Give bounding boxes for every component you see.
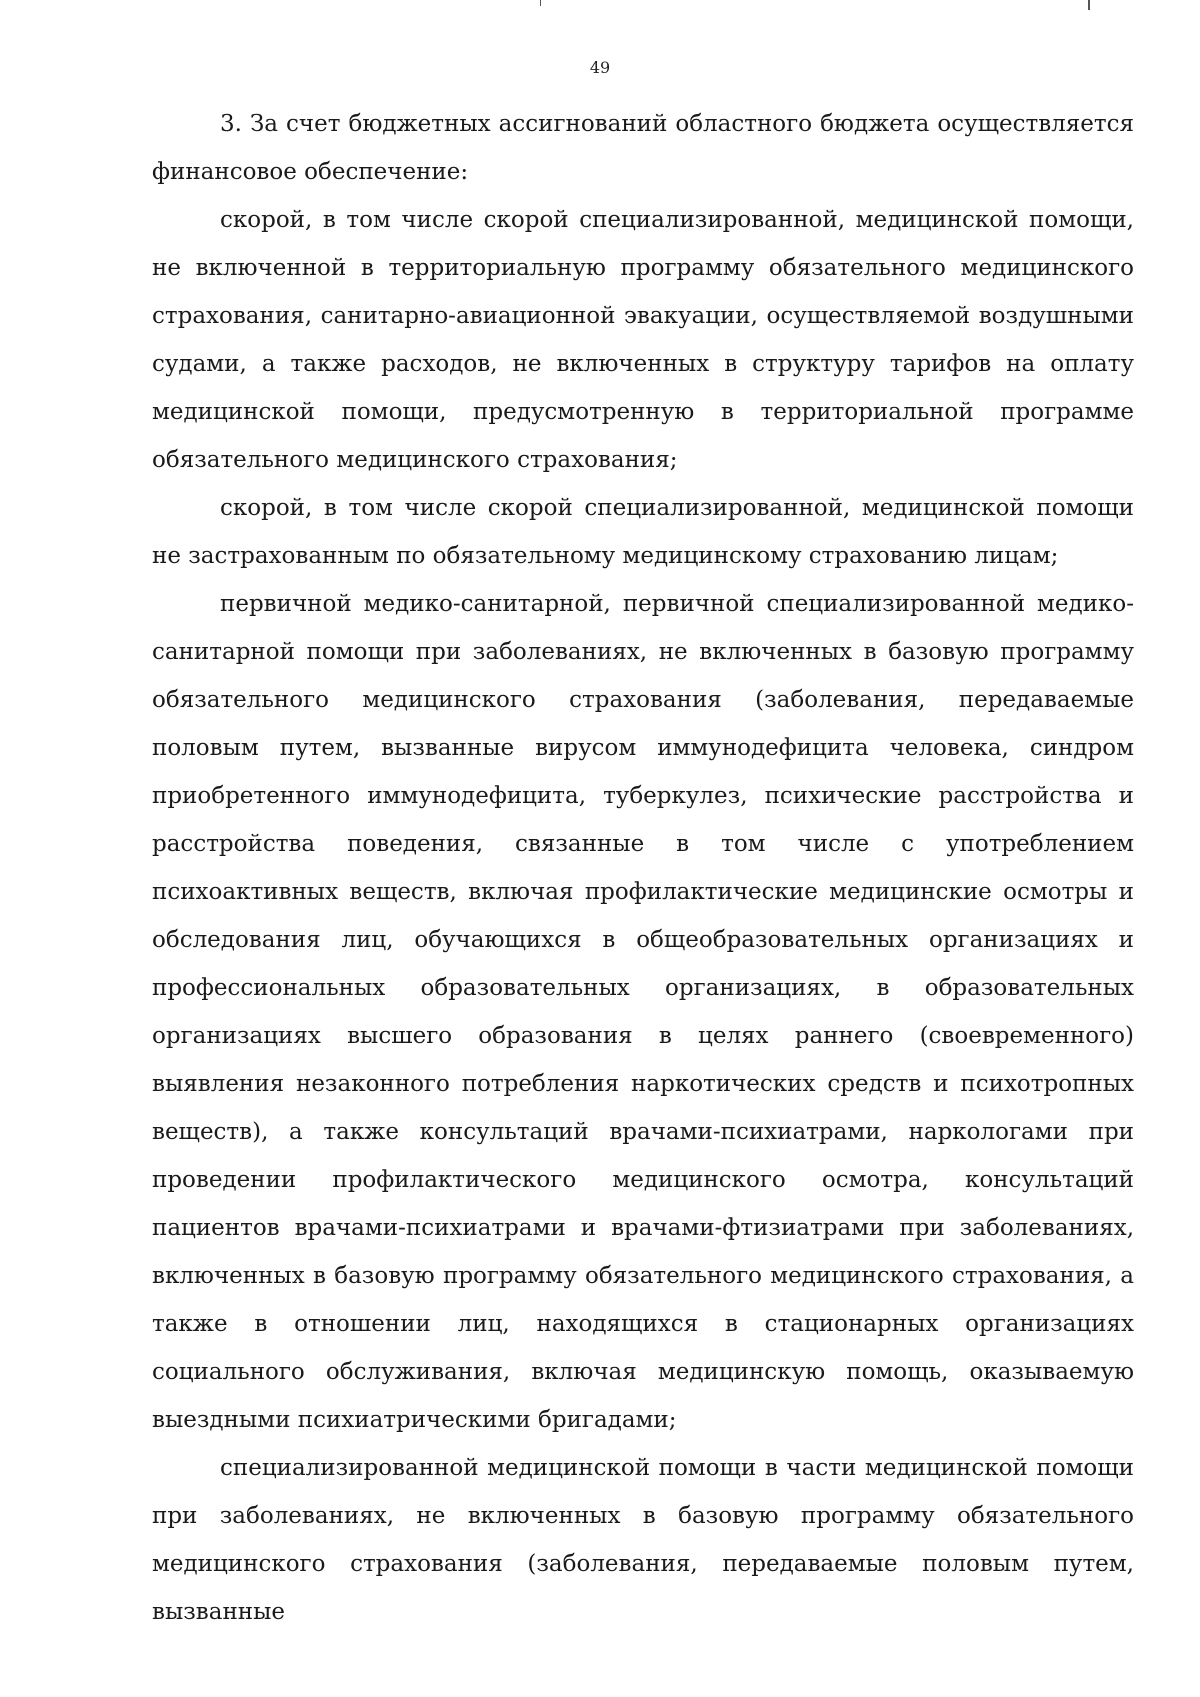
- paragraph-funding-intro: 3. За счет бюджетных ассигнований областного бюджета осуществляется финансовое обеспечение:: [152, 111, 1134, 185]
- scan-artifact-mark: [1088, 0, 1090, 10]
- scan-artifact-mark: [540, 0, 541, 6]
- paragraph-emergency-care: скорой, в том числе скорой специализированной, медицинской помощи, не включенной в территориальную программу обязательного медицинского страхования, санитарно-авиационной эвакуации, осуществляемой воздушными судами, а также расходов, не включенных в структуру тарифов на оплату медицинской помощи, предусмотренную в территориальной программе обязательного медицинского страхования;: [152, 207, 1134, 473]
- paragraph-specialized-care: специализированной медицинской помощи в части медицинской помощи при заболеваниях, не включенных в базовую программу обязательного медицинского страхования (заболевания, передаваемые половым путем, вызванные: [152, 1455, 1134, 1625]
- page-number: 49: [589, 58, 611, 77]
- document-body: [152, 100, 1134, 1636]
- paragraph-emergency-uninsured: скорой, в том числе скорой специализированной, медицинской помощи не застрахованным по обязательному медицинскому страхованию лицам;: [152, 495, 1134, 569]
- paragraph-primary-care: первичной медико-санитарной, первичной специализированной медико-санитарной помощи при заболеваниях, не включенных в базовую программу обязательного медицинского страхования (заболевания, передаваемые половым путем, вызванные вирусом иммунодефицита человека, синдром приобретенного иммунодефицита, туберкулез, психические расстройства и расстройства поведения, связанные в том числе с употреблением психоактивных веществ, включая профилактические медицинские осмотры и обследования лиц, обучающихся в общеобразовательных организациях и профессиональных образовательных организациях, в образовательных организациях высшего образования в целях раннего (своевременного) выявления незаконного потребления наркотических средств и психотропных веществ), а также консультаций врачами-психиатрами, наркологами при проведении профилактического медицинского осмотра, консультаций пациентов врачами-психиатрами и врачами-фтизиатрами при заболеваниях, включенных в базовую программу обязательного медицинского страхования, а также в отношении лиц, находящихся в стационарных организациях социального обслуживания, включая медицинскую помощь, оказываемую выездными психиатрическими бригадами;: [152, 591, 1134, 1433]
